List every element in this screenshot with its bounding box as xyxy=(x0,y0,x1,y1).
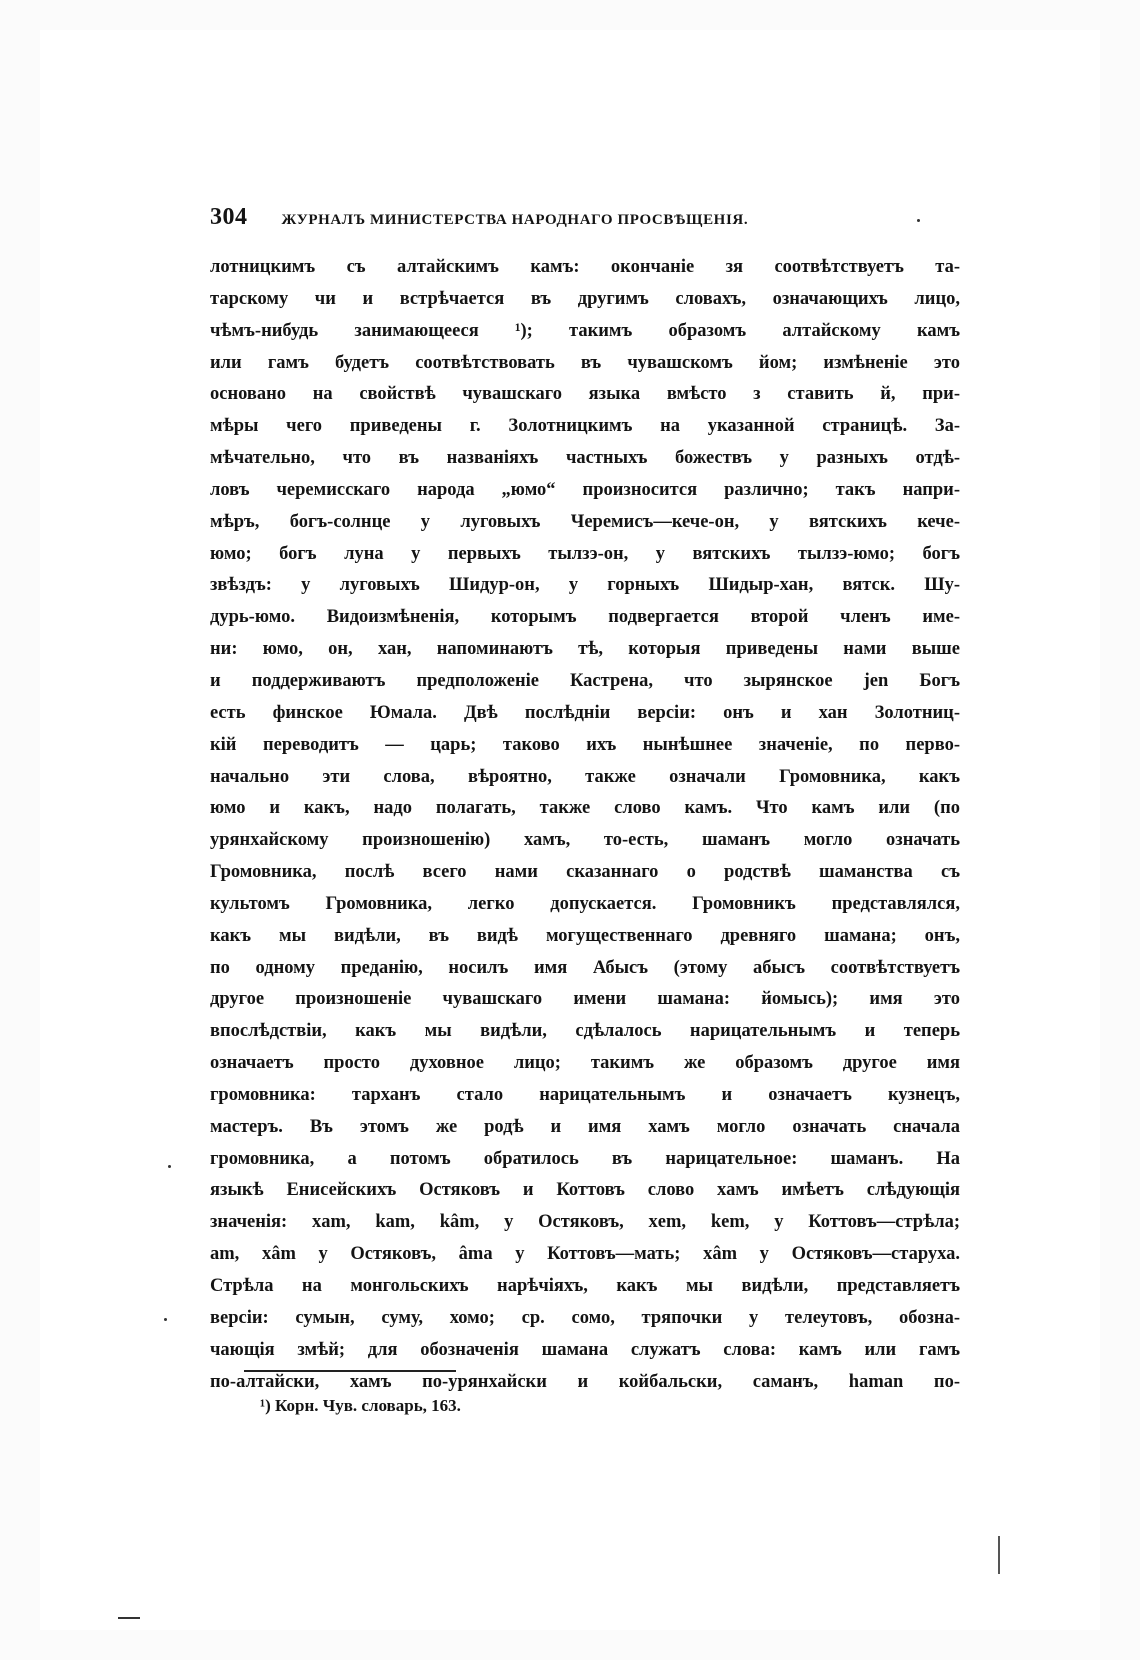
margin-dash-mark xyxy=(118,1617,140,1619)
text-line: мастеръ. Въ этомъ же родѣ и имя хамъ могло означать сначала xyxy=(210,1116,960,1137)
text-line: основано на свойствѣ чувашскаго языка вмѣсто з ставить й, при- xyxy=(210,384,960,405)
text-line: или гамъ будетъ соотвѣтствовать въ чувашскомъ йом; измѣненіе это xyxy=(210,352,960,373)
text-line: юмо и какъ, надо полагать, также слово камъ. Что камъ или (по xyxy=(210,798,960,819)
text-line: Стрѣла на монгольскихъ нарѣчіяхъ, какъ мы видѣли, представляетъ xyxy=(210,1276,960,1296)
text-line: значенія: xam, kam, kâm, у Остяковъ, xem, kem, у Коттовъ—стрѣла; xyxy=(210,1212,960,1233)
footnote: ¹) Корн. Чув. словарь, 163. xyxy=(260,1396,461,1415)
text-line: чающія змѣй; для обозначенія шамана служатъ слова: камъ или гамъ xyxy=(210,1339,960,1360)
text-line: мѣръ, богъ-солнце у луговыхъ Черемисъ—кече-он, у вятскихъ кече- xyxy=(210,511,960,532)
text-line: лотницкимъ съ алтайскимъ камъ: окончаніе зя соотвѣтствуетъ та- xyxy=(210,257,960,277)
margin-speck xyxy=(164,1318,167,1321)
text-line: какъ мы видѣли, въ видѣ могущественнаго древняго шамана; онъ, xyxy=(210,925,960,946)
text-line: ловъ черемисскаго народа „юмо“ произносится различно; такъ напри- xyxy=(210,479,960,500)
text-line: другое произношеніе чувашскаго имени шамана: йомысь); имя это xyxy=(210,989,960,1010)
text-line: чѣмъ-нибудь занимающееся ¹); такимъ образомъ алтайскому камъ xyxy=(210,320,960,341)
running-head xyxy=(210,204,970,234)
text-line: громовника: тарханъ стало нарицательнымъ и означаетъ кузнецъ, xyxy=(210,1084,960,1105)
text-line: тарскому чи и встрѣчается въ другимъ словахъ, означающихъ лицо, xyxy=(210,288,960,309)
text-line: звѣздъ: у луговыхъ Шидур-он, у горныхъ Шидыр-хан, вятск. Шу- xyxy=(210,575,960,596)
text-line: мѣры чего приведены г. Золотницкимъ на указанной страницѣ. За- xyxy=(210,416,960,437)
text-line: кій переводитъ — царь; таково ихъ нынѣшнее значеніе, по перво- xyxy=(210,734,960,755)
text-line: по одному преданію, носилъ имя Абысъ (этому абысъ соотвѣтствуетъ xyxy=(210,957,960,978)
text-line: ни: юмо, он, хан, напоминаютъ тѣ, которыя приведены нами выше xyxy=(210,639,960,660)
text-line: языкѣ Енисейскихъ Остяковъ и Коттовъ слово хамъ имѣетъ слѣдующія xyxy=(210,1180,960,1201)
text-line: есть финское Юмала. Двѣ послѣдніи версіи: онъ и хан Золотниц- xyxy=(210,702,960,723)
margin-tick-mark xyxy=(998,1536,1000,1574)
text-line: Громовника, послѣ всего нами сказаннаго о родствѣ шаманства съ xyxy=(210,862,960,883)
text-line: начально эти слова, вѣроятно, также означали Громовника, какъ xyxy=(210,766,960,787)
text-line: урянхайскому произношенію) хамъ, то-есть, шаманъ могло означать xyxy=(210,830,960,851)
text-line: версіи: сумын, суму, хомо; ср. сомо, тряпочки у телеутовъ, обозна- xyxy=(210,1307,960,1328)
body-text xyxy=(210,252,960,1398)
text-line: означаетъ просто духовное лицо; такимъ же образомъ другое имя xyxy=(210,1053,960,1074)
text-line: am, xâm у Остяковъ, âma у Коттовъ—мать; xâm у Остяковъ—старуха. xyxy=(210,1244,960,1265)
text-line: и поддерживаютъ предположеніе Кастрена, что зырянское jen Богъ xyxy=(210,670,960,691)
text-line: мѣчательно, что въ названіяхъ частныхъ божествъ у разныхъ отдѣ- xyxy=(210,448,960,469)
journal-title: ЖУРНАЛЪ МИНИСТЕРСТВА НАРОДНАГО ПРОСВѢЩЕНІЯ. xyxy=(281,212,749,228)
text-line: по-алтайски, хамъ по-урянхайски и койбальски, саманъ, haman по- xyxy=(210,1371,960,1392)
page-number: 304 xyxy=(210,204,248,230)
text-line: громовника, а потомъ обратилось въ нарицательное: шаманъ. На xyxy=(210,1148,960,1169)
scan-speck xyxy=(917,219,920,222)
text-line: впослѣдствіи, какъ мы видѣли, сдѣлалось нарицательнымъ и теперь xyxy=(210,1021,960,1042)
margin-speck xyxy=(168,1165,171,1168)
text-line: юмо; богъ луна у первыхъ тылзэ-он, у вятскихъ тылзэ-юмо; богъ xyxy=(210,543,960,564)
text-line: дурь-юмо. Видоизмѣненія, которымъ подвергается второй членъ име- xyxy=(210,607,960,628)
text-line: культомъ Громовника, легко допускается. Громовникъ представлялся, xyxy=(210,893,960,914)
footnote-separator xyxy=(244,1370,456,1372)
